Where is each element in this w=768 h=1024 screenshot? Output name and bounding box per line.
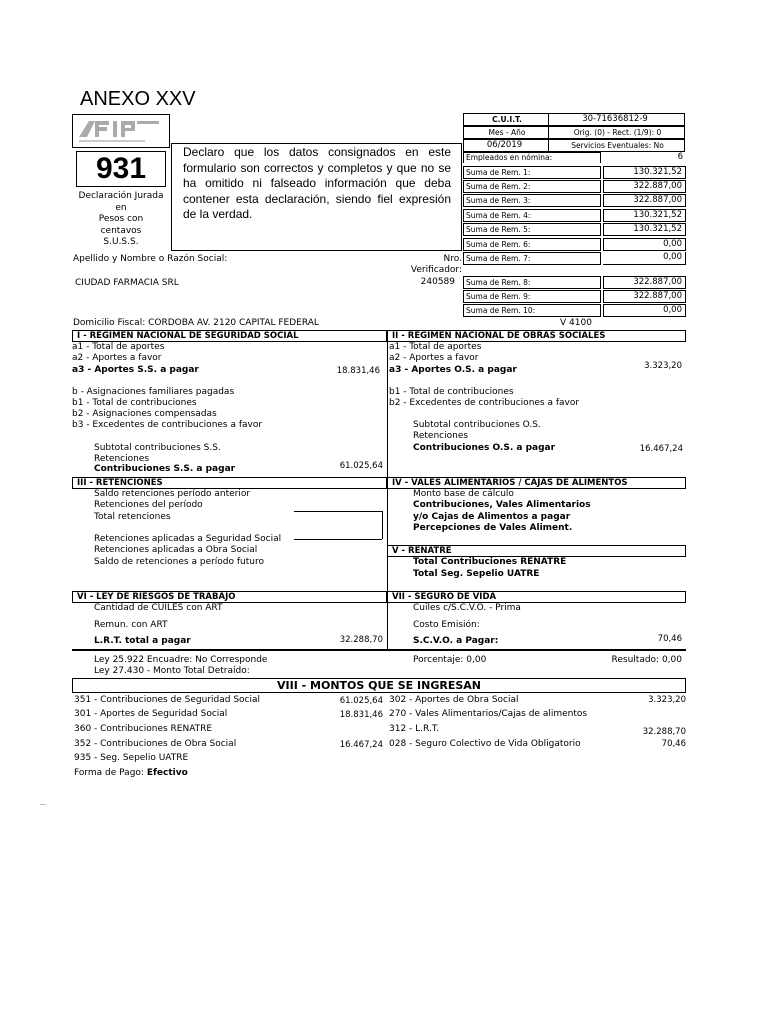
s7-l2: Costo Emisión:: [413, 620, 480, 630]
monto-left-label: 352 - Contribuciones de Obra Social: [74, 739, 237, 749]
s1-a1: a1 - Total de aportes: [72, 342, 165, 352]
field-line: [294, 511, 382, 512]
s3-l1: Saldo retenciones período anterior: [94, 489, 251, 499]
rem-label: Suma de Rem. 10:: [463, 304, 601, 317]
s2-a2: a2 - Aportes a favor: [389, 353, 479, 363]
verificador-label-1: Nro.: [443, 254, 462, 264]
rem-label: Suma de Rem. 4:: [463, 209, 601, 222]
ley-25922: Ley 25.922 Encuadre: No Corresponde: [94, 655, 268, 665]
page-title: ANEXO XXV: [80, 88, 196, 110]
monto-right-value: 3.323,20: [648, 695, 686, 705]
cuit-value: 30-71636812-9: [548, 113, 685, 126]
s1-retenciones: Retenciones: [94, 454, 150, 464]
form-desc-line: S.U.S.S.: [103, 237, 139, 247]
rem-label: Suma de Rem. 6:: [463, 238, 601, 251]
s2-a3-value: 3.323,20: [644, 361, 682, 371]
section-vii-title: VII - SEGURO DE VIDA: [387, 591, 686, 603]
s4-l4: Percepciones de Vales Aliment.: [413, 523, 573, 533]
domicilio-label: Domicilio Fiscal:: [73, 318, 146, 328]
monto-right-label: 028 - Seguro Colectivo de Vida Obligatorio: [389, 739, 581, 749]
orig-label: Orig. (0) - Rect. (1/9): 0: [548, 126, 685, 139]
field-line: [294, 539, 382, 540]
monto-right-label: 302 - Aportes de Obra Social: [389, 695, 519, 705]
monto-right-label: 312 - L.R.T.: [389, 724, 440, 734]
forma-pago-value: Efectivo: [146, 768, 188, 778]
s5-l1: Total Contribuciones RENATRE: [413, 557, 567, 567]
s7-l3-value: 70,46: [657, 634, 682, 644]
empleados-value: 6: [677, 152, 683, 162]
declaration-text: Declaro que los datos consignados en este formulario son correctos y completos y que no se ha omitido ni falseado información que deba contener esta declaración, siendo fiel expresión de la verdad.: [183, 145, 451, 221]
servicios-eventuales: Servicios Eventuales: No: [548, 139, 685, 152]
monto-left-value: 61.025,64: [339, 696, 383, 706]
s1-b1: b1 - Total de contribuciones: [72, 398, 197, 408]
form-number: 931: [76, 151, 166, 187]
s2-subtotal: Subtotal contribuciones O.S.: [413, 420, 541, 430]
s3-l5: Retenciones aplicadas a Obra Social: [94, 545, 258, 555]
s6-l2: Remun. con ART: [94, 620, 168, 630]
rem-value: 322.887,00: [603, 194, 686, 207]
monto-left-label: 360 - Contribuciones RENATRE: [74, 724, 213, 734]
section-ii-title: II - REGIMEN NACIONAL DE OBRAS SOCIALES: [387, 330, 686, 342]
s2-b2: b2 - Excedentes de contribuciones a favor: [389, 398, 580, 408]
monto-left-label: 351 - Contribuciones de Seguridad Social: [74, 695, 260, 705]
rem-value: 130.321,52: [603, 166, 686, 179]
section-vi-title: VI - LEY DE RIESGOS DE TRABAJO: [72, 591, 387, 603]
razon-social-label: Apellido y Nombre o Razón Social:: [73, 254, 228, 264]
s3-l2: Retenciones del período: [94, 500, 203, 510]
rem-label: Suma de Rem. 3:: [463, 194, 601, 207]
section-iii-title: III - RETENCIONES: [72, 477, 387, 489]
s2-retenciones: Retenciones: [413, 431, 469, 441]
rem-label: Suma de Rem. 8:: [463, 276, 601, 289]
rem-value: 322.887,00: [603, 180, 686, 193]
porcentaje: Porcentaje: 0,00: [413, 655, 487, 665]
s4-l2: Contribuciones, Vales Alimentarios: [413, 500, 591, 510]
s2-contrib: Contribuciones O.S. a pagar: [413, 443, 556, 453]
resultado: Resultado: 0,00: [611, 655, 682, 665]
s4-l1: Monto base de cálculo: [413, 489, 514, 499]
s2-a1: a1 - Total de aportes: [389, 342, 482, 352]
logo-box: [72, 114, 170, 148]
s3-l4: Retenciones aplicadas a Seguridad Social: [94, 534, 282, 544]
rem-label: Suma de Rem. 5:: [463, 223, 601, 236]
razon-social-value: CIUDAD FARMACIA SRL: [75, 278, 179, 288]
rem-value: 0,00: [603, 252, 686, 265]
rem-label: Suma de Rem. 7:: [463, 252, 601, 265]
form-desc-line: Pesos con: [98, 214, 144, 224]
forma-de-pago: [74, 768, 188, 779]
s2-contrib-value: 16.467,24: [639, 444, 683, 454]
monto-left-value: 18.831,46: [339, 710, 383, 720]
rem-value: 322.887,00: [603, 290, 686, 303]
monto-left-value: 16.467,24: [339, 740, 383, 750]
s1-contrib: Contribuciones S.S. a pagar: [94, 464, 236, 474]
rem-value: 130.321,52: [603, 223, 686, 236]
s1-a3-value: 18.831,46: [336, 366, 380, 376]
section-iv-title: IV - VALES ALIMENTARIOS / CAJAS DE ALIMENTOS: [387, 477, 686, 489]
s6-l3-value: 32.288,70: [339, 635, 383, 645]
ley-27430: Ley 27.430 - Monto Total Detraído:: [94, 666, 250, 676]
s1-b2: b2 - Asignaciones compensadas: [72, 409, 217, 419]
monto-left-label: 935 - Seg. Sepelio UATRE: [74, 753, 189, 763]
s1-a3: a3 - Aportes S.S. a pagar: [72, 365, 199, 375]
page-mark: [40, 804, 46, 805]
rem-label: Suma de Rem. 2:: [463, 180, 601, 193]
period-label: Mes - Año: [463, 126, 549, 139]
empleados-label: Empleados en nómina:: [463, 152, 601, 163]
s7-l1: Cuiles c/S.C.V.O. - Prima: [413, 603, 521, 613]
s6-l3: L.R.T. total a pagar: [94, 636, 191, 646]
period-value: 06/2019: [463, 139, 549, 152]
monto-left-label: 301 - Aportes de Seguridad Social: [74, 709, 228, 719]
verificador-label-2: Verificador:: [410, 265, 462, 275]
s1-contrib-value: 61.025,64: [339, 461, 383, 471]
monto-right-value: 32.288,70: [642, 727, 686, 737]
column-divider: [387, 489, 388, 591]
s7-l3: S.C.V.O. a Pagar:: [413, 636, 499, 646]
version: V 4100: [560, 318, 592, 328]
afip-logo-icon: [73, 115, 169, 147]
s6-l1: Cantidad de CUILES con ART: [94, 603, 223, 613]
domicilio-value: CORDOBA AV. 2120 CAPITAL FEDERAL: [148, 318, 319, 328]
rem-value: 0,00: [603, 238, 686, 251]
rem-value: 130.321,52: [603, 209, 686, 222]
rem-value: 0,00: [603, 304, 686, 317]
form-desc-line: en: [115, 202, 127, 213]
rem-label: Suma de Rem. 9:: [463, 290, 601, 303]
cuit-label: C.U.I.T.: [463, 113, 549, 126]
section-v-title: V - RENATRE: [387, 545, 686, 557]
s1-b3: b3 - Excedentes de contribuciones a favor: [72, 420, 263, 430]
verificador-value: 240589: [420, 277, 455, 287]
monto-right-label: 270 - Vales Alimentarios/Cajas de alimentos: [389, 709, 588, 719]
s1-subtotal: Subtotal contribuciones S.S.: [94, 443, 221, 453]
column-divider: [387, 603, 388, 649]
s4-l3: y/o Cajas de Alimentos a pagar: [413, 512, 571, 522]
field-line: [382, 511, 383, 539]
s5-l2: Total Seg. Sepelio UATRE: [413, 569, 540, 579]
monto-right-value: 70,46: [661, 739, 686, 749]
domicilio-fiscal: [73, 318, 319, 329]
s3-l3: Total retenciones: [94, 512, 171, 522]
section-i-title: I - REGIMEN NACIONAL DE SEGURIDAD SOCIAL: [72, 330, 387, 342]
divider: [72, 649, 686, 651]
section-viii-title: VIII - MONTOS QUE SE INGRESAN: [72, 678, 686, 693]
s1-a2: a2 - Aportes a favor: [72, 353, 162, 363]
s1-b: b - Asignaciones familiares pagadas: [72, 387, 235, 397]
rem-label: Suma de Rem. 1:: [463, 166, 601, 179]
s2-a3: a3 - Aportes O.S. a pagar: [389, 365, 517, 375]
form-desc-line: Declaración Jurada: [78, 191, 164, 201]
form-desc-line: centavos: [100, 225, 142, 236]
column-divider: [387, 342, 388, 477]
s2-b1: b1 - Total de contribuciones: [389, 387, 514, 397]
rem-value: 322.887,00: [603, 276, 686, 289]
form-description: [72, 191, 170, 249]
s3-l6: Saldo de retenciones a período futuro: [94, 557, 265, 567]
forma-pago-label: Forma de Pago:: [74, 768, 144, 778]
